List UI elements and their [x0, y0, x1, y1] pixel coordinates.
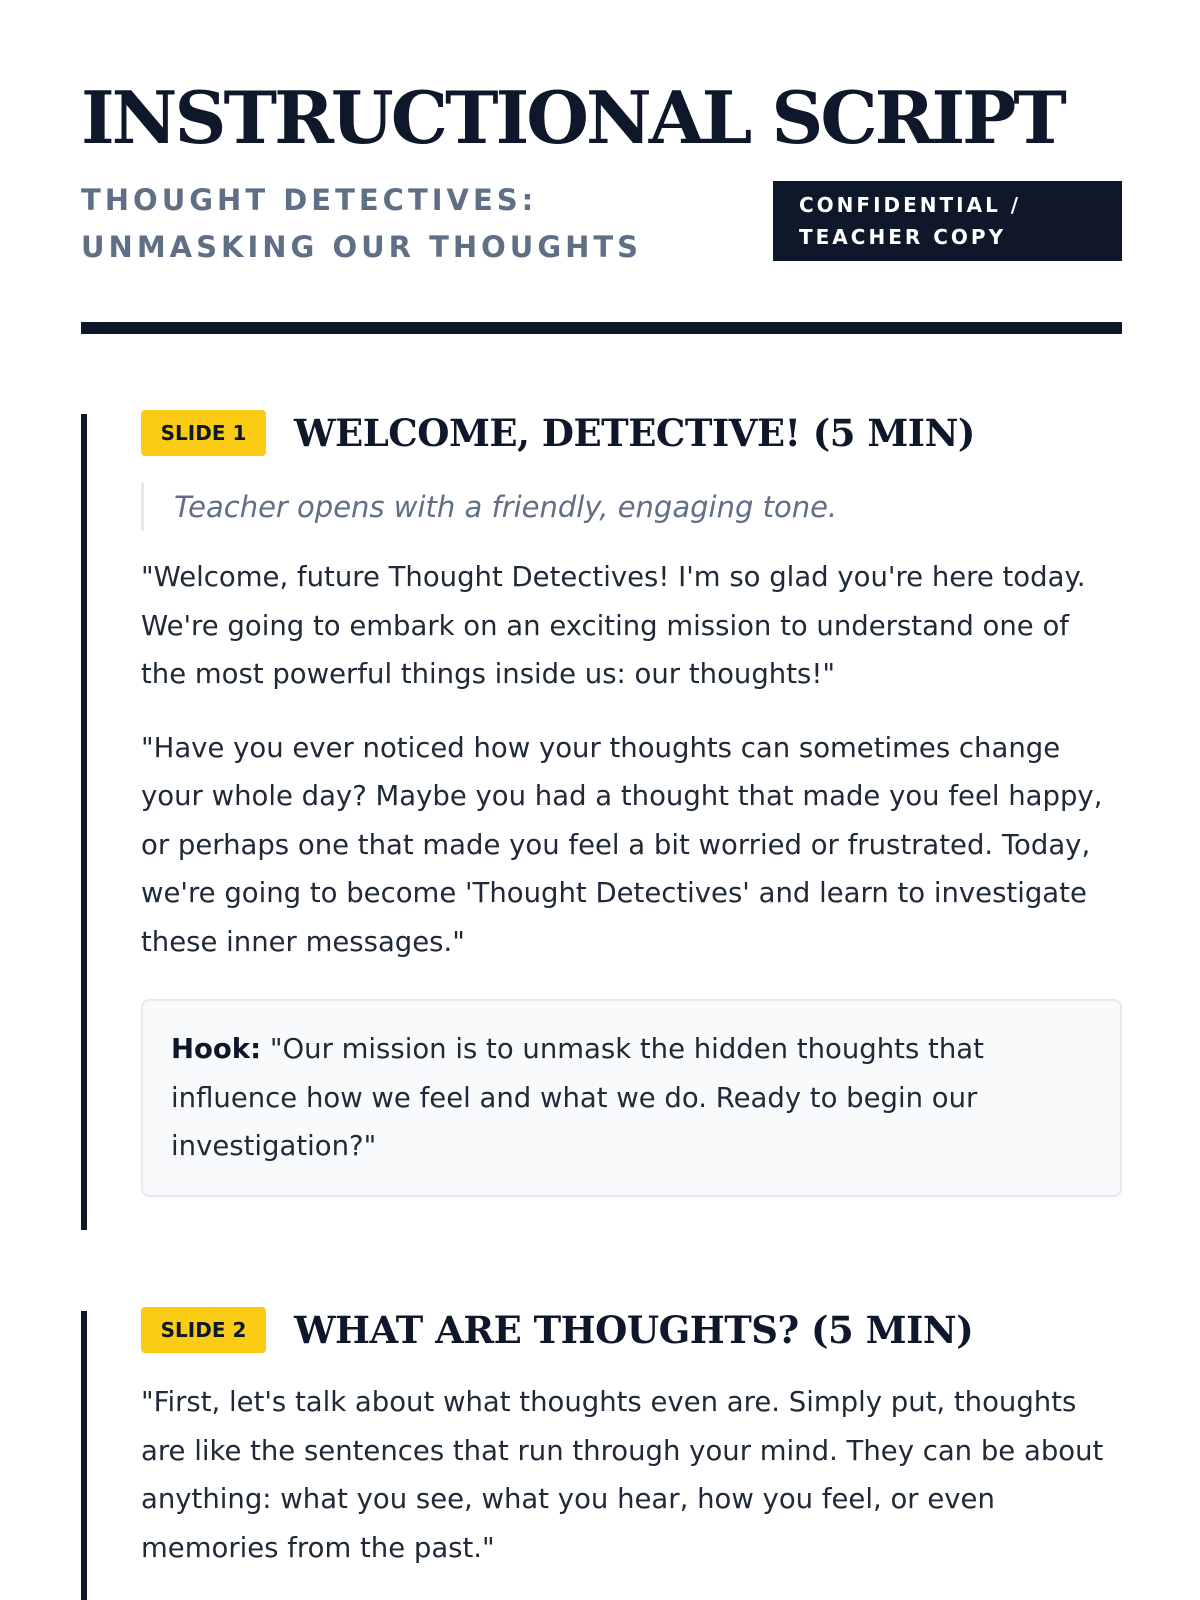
slide-header	[141, 405, 1122, 461]
slide-title: WELCOME, DETECTIVE! (5 MIN)	[294, 411, 975, 455]
document-title: INSTRUCTIONAL SCRIPT	[81, 75, 1064, 160]
header-divider	[81, 322, 1122, 334]
hook-callout	[141, 999, 1122, 1197]
slide-badge: SLIDE 2	[141, 1307, 266, 1353]
script-paragraph: "Welcome, future Thought Detectives! I'm so glad you're here today. We're going to embark on an exciting mission to understand one of the most powerful things inside us: our thoughts!"	[141, 561, 1086, 690]
script-paragraph: "Have you ever noticed how your thoughts can sometimes change your whole day? Maybe you had a thought that made you feel happy, or perhaps one that made you feel a bit worried or frustrated. Today, we're going to become 'Thought Detectives' and learn to investigate these inner messages."	[141, 731, 1103, 958]
confidential-badge: CONFIDENTIAL / TEACHER COPY	[773, 181, 1122, 261]
stage-direction: Teacher opens with a friendly, engaging tone.	[141, 483, 1122, 531]
hook-label: Hook:	[171, 1033, 262, 1065]
hook-text: "Our mission is to unmask the hidden thoughts that influence how we feel and what we do. Ready to begin our investigation?"	[171, 1033, 984, 1162]
document-subtitle: THOUGHT DETECTIVES: UNMASKING OUR THOUGHTS	[81, 183, 643, 264]
slide-badge: SLIDE 1	[141, 410, 266, 456]
script-paragraph: "First, let's talk about what thoughts even are. Simply put, thoughts are like the sentences that run through your mind. They can be about anything: what you see, what you hear, how you feel, or even memories from the past."	[141, 1386, 1104, 1564]
slide-section-2	[81, 1308, 1122, 1600]
slide-section-1	[81, 411, 1122, 1230]
slide-title: WHAT ARE THOUGHTS? (5 MIN)	[294, 1308, 974, 1352]
slide-header	[141, 1302, 1122, 1358]
